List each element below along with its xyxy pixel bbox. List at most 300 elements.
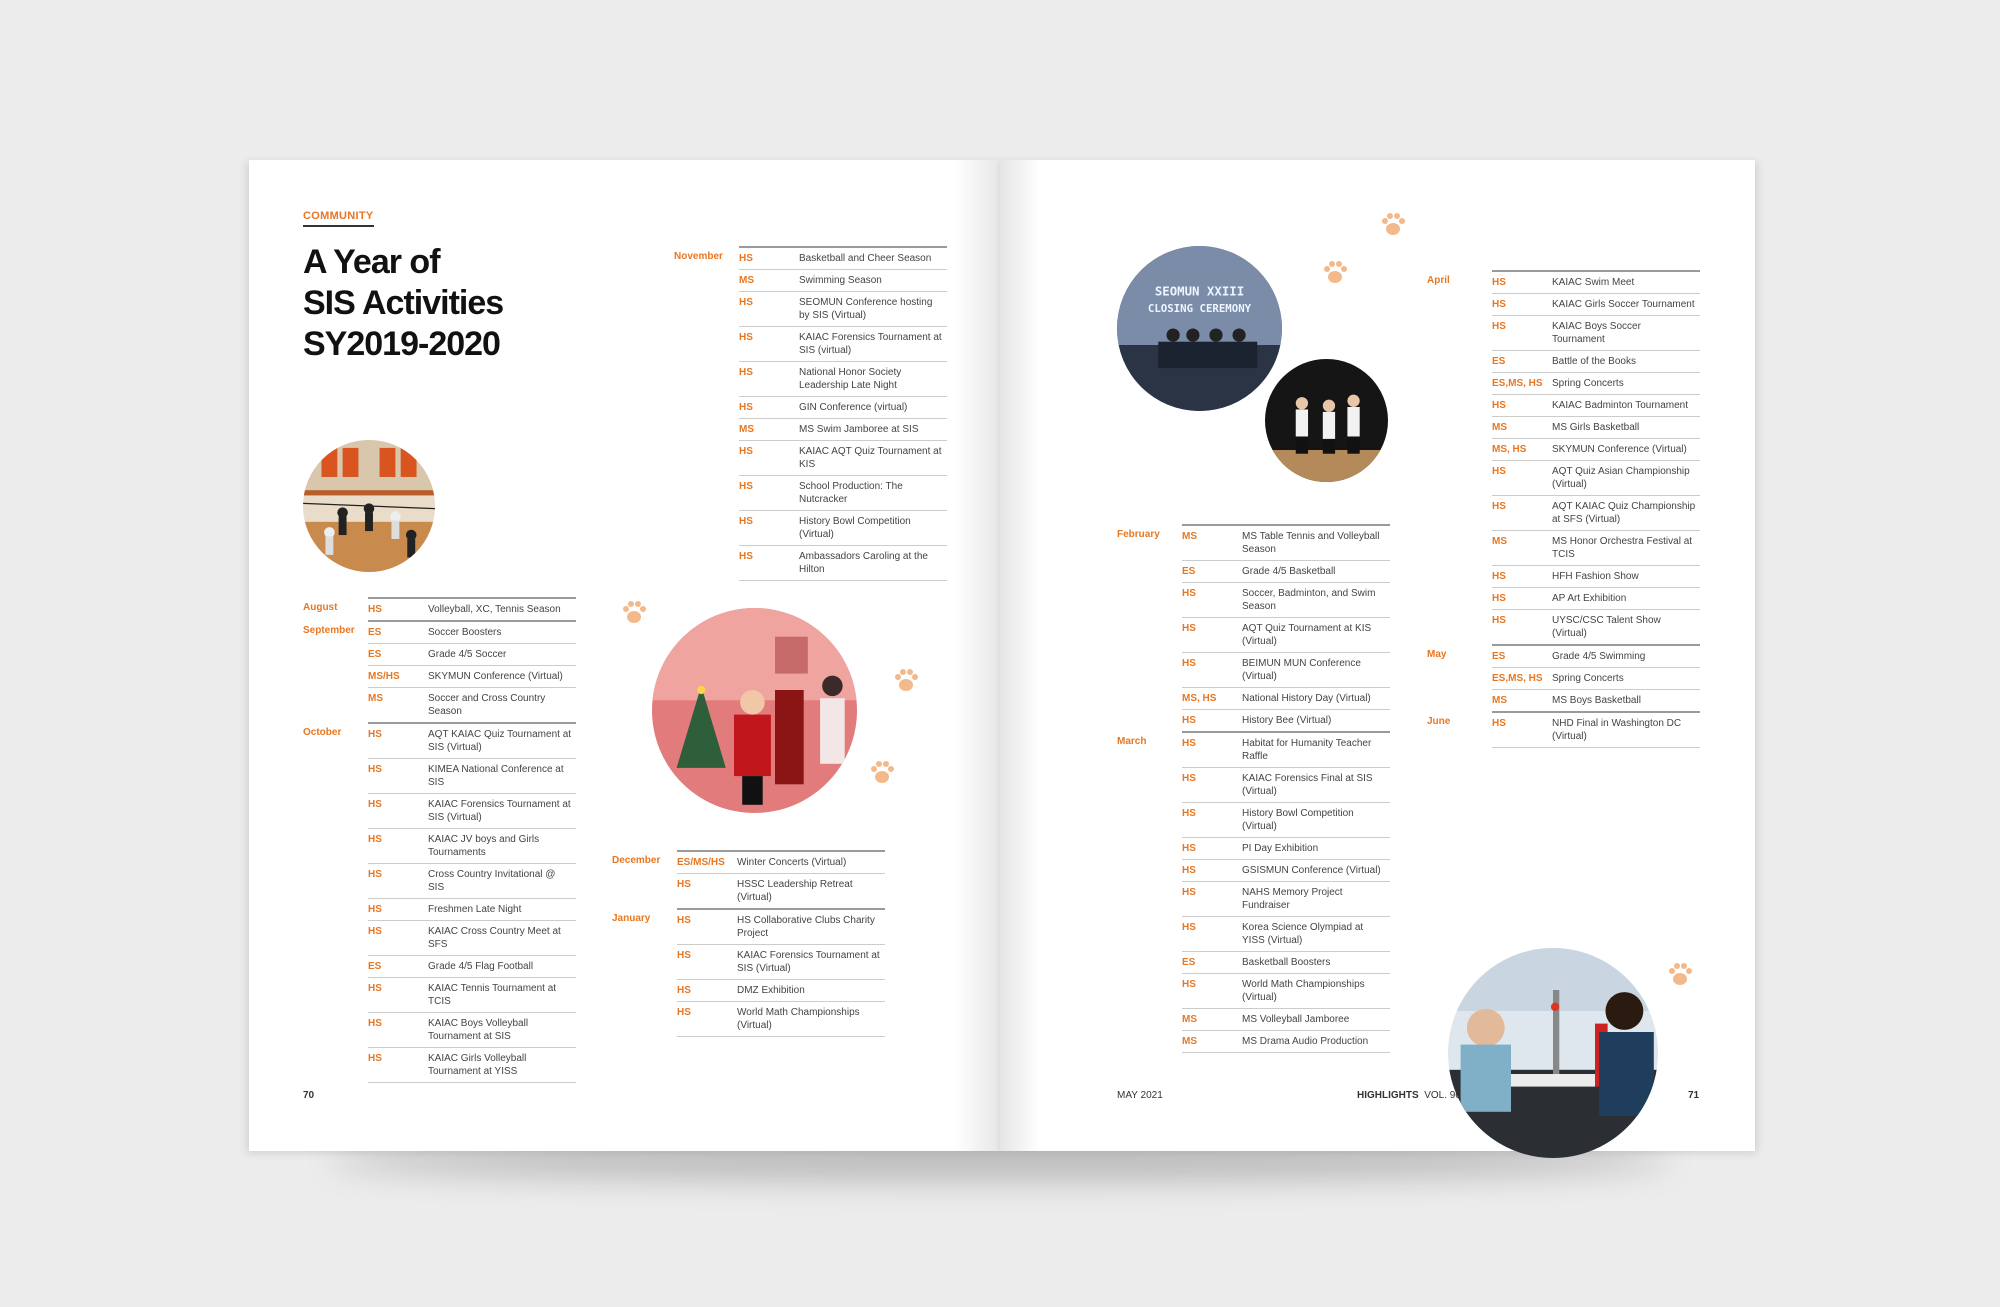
division-label: HS — [1182, 588, 1196, 599]
month-label — [674, 326, 739, 361]
table-row — [1117, 767, 1390, 802]
table-row — [303, 620, 576, 643]
event-name: KAIAC Boys Soccer Tournament — [1552, 321, 1641, 345]
division-label: HS — [677, 950, 691, 961]
table-row — [674, 269, 947, 291]
month-label — [1427, 495, 1492, 530]
division-label: HS — [368, 904, 382, 915]
month-label — [1427, 689, 1492, 711]
page-title: A Year of SIS Activities SY2019-2020 — [303, 243, 504, 363]
division-label: HS — [739, 253, 753, 264]
division-label: ES — [368, 649, 382, 660]
event-name: Soccer, Badminton, and Swim Season — [1242, 588, 1376, 612]
event-name: AQT Quiz Tournament at KIS (Virtual) — [1242, 623, 1372, 647]
page-number: 71 — [1688, 1090, 1700, 1101]
right-page — [1000, 160, 1755, 1151]
month-label — [1427, 293, 1492, 315]
month-label — [1117, 617, 1182, 652]
table-row — [1427, 372, 1700, 394]
month-label — [674, 269, 739, 291]
event-name: AP Art Exhibition — [1552, 593, 1627, 604]
division-label: MS — [739, 424, 754, 435]
table-row — [612, 979, 885, 1001]
table-row — [612, 944, 885, 979]
paw-icon — [891, 666, 921, 701]
event-name: MS Girls Basketball — [1552, 422, 1640, 433]
table-row — [612, 873, 885, 908]
division-label: HS — [368, 604, 382, 615]
month-label — [1117, 582, 1182, 617]
event-name: AQT Quiz Asian Championship (Virtual) — [1552, 466, 1690, 490]
event-name: Ambassadors Caroling at the Hilton — [799, 551, 928, 575]
month-label — [303, 828, 368, 863]
paw-icon — [619, 598, 649, 633]
event-name: Battle of the Books — [1552, 356, 1636, 367]
event-name: KAIAC Cross Country Meet at SFS — [428, 926, 561, 950]
month-label — [612, 1001, 677, 1037]
table-row — [303, 955, 576, 977]
table-row — [303, 828, 576, 863]
table-row — [674, 246, 947, 269]
event-name: GIN Conference (virtual) — [799, 402, 908, 413]
table-row — [1427, 667, 1700, 689]
table-row — [303, 977, 576, 1012]
event-name: History Bee (Virtual) — [1242, 715, 1332, 726]
table-row — [1117, 731, 1390, 767]
event-name: Basketball Boosters — [1242, 957, 1331, 968]
table-row — [1427, 350, 1700, 372]
event-name: DMZ Exhibition — [737, 985, 805, 996]
magazine-name: HIGHLIGHTS VOL. 90 — [1357, 1090, 1461, 1101]
month-label: June — [1427, 716, 1451, 727]
division-label: HS — [739, 481, 753, 492]
table-row — [674, 291, 947, 326]
division-label: MS — [1492, 422, 1507, 433]
event-name: KAIAC AQT Quiz Tournament at KIS — [799, 446, 942, 470]
table-row — [303, 920, 576, 955]
table-row — [1427, 565, 1700, 587]
event-name: KAIAC Forensics Tournament at SIS (Virtual) — [737, 950, 880, 974]
month-label — [674, 418, 739, 440]
event-name: Winter Concerts (Virtual) — [737, 857, 847, 868]
event-name: Soccer Boosters — [428, 627, 502, 638]
event-name: KAIAC JV boys and Girls Tournaments — [428, 834, 540, 858]
division-label: HS — [1182, 658, 1196, 669]
table-row — [1427, 644, 1700, 667]
table-row — [303, 898, 576, 920]
table-row — [303, 597, 576, 620]
month-label — [674, 361, 739, 396]
division-label: HS — [677, 1007, 691, 1018]
division-label: HS — [1182, 808, 1196, 819]
division-label: HS — [739, 402, 753, 413]
division-label: HS — [368, 1018, 382, 1029]
table-row — [1117, 837, 1390, 859]
event-name: Basketball and Cheer Season — [799, 253, 932, 264]
division-label: HS — [739, 516, 753, 527]
division-label: HS — [1492, 615, 1506, 626]
division-label: HS — [739, 332, 753, 343]
month-label — [1427, 394, 1492, 416]
division-label: HS — [1492, 299, 1506, 310]
event-name: KAIAC Forensics Final at SIS (Virtual) — [1242, 773, 1373, 797]
division-label: ES — [1182, 957, 1196, 968]
event-name: UYSC/CSC Talent Show (Virtual) — [1552, 615, 1661, 639]
division-label: HS — [739, 551, 753, 562]
division-label: HS — [1492, 593, 1506, 604]
month-label — [1117, 802, 1182, 837]
schedule-table — [303, 597, 576, 1083]
division-label: HS — [1492, 400, 1506, 411]
event-name: Grade 4/5 Soccer — [428, 649, 507, 660]
division-label: MS/HS — [368, 671, 400, 682]
table-row — [1427, 416, 1700, 438]
month-label — [1117, 837, 1182, 859]
month-label — [1117, 767, 1182, 802]
event-name: KAIAC Boys Volleyball Tournament at SIS — [428, 1018, 529, 1042]
table-row — [303, 793, 576, 828]
event-name: KAIAC Forensics Tournament at SIS (Virtual) — [428, 799, 571, 823]
month-label — [1427, 315, 1492, 350]
schedule-table — [674, 246, 947, 581]
division-label: MS — [1182, 1036, 1197, 1047]
division-label: HS — [1492, 571, 1506, 582]
month-label — [1117, 1030, 1182, 1053]
month-label — [303, 955, 368, 977]
table-row — [1427, 711, 1700, 748]
division-label: ES — [1182, 566, 1196, 577]
month-label — [1427, 460, 1492, 495]
division-label: HS — [677, 879, 691, 890]
division-label: ES — [1492, 356, 1506, 367]
event-name: History Bowl Competition (Virtual) — [799, 516, 911, 540]
month-label — [303, 863, 368, 898]
month-label — [674, 475, 739, 510]
table-row — [1427, 460, 1700, 495]
division-label: MS — [1182, 1014, 1197, 1025]
month-label — [303, 898, 368, 920]
month-label — [303, 758, 368, 793]
month-label: January — [612, 913, 651, 924]
table-row — [1427, 438, 1700, 460]
month-label — [1427, 530, 1492, 565]
table-row — [1117, 524, 1390, 560]
division-label: HS — [677, 915, 691, 926]
event-name: KAIAC Swim Meet — [1552, 277, 1635, 288]
division-label: HS — [368, 1053, 382, 1064]
month-label — [1427, 438, 1492, 460]
table-row — [1117, 973, 1390, 1008]
nutcracker-photo — [652, 608, 857, 813]
event-name: HFH Fashion Show — [1552, 571, 1639, 582]
table-row — [674, 510, 947, 545]
event-name: KIMEA National Conference at SIS — [428, 764, 564, 788]
gutter-shadow — [954, 160, 1004, 1151]
event-name: KAIAC Forensics Tournament at SIS (virtual) — [799, 332, 942, 356]
page-number: 70 — [303, 1090, 315, 1101]
event-name: MS Swim Jamboree at SIS — [799, 424, 919, 435]
division-label: ES/MS/HS — [677, 857, 725, 868]
division-label: MS, HS — [1492, 444, 1527, 455]
seomun-ceremony-photo — [1117, 246, 1282, 411]
division-label: HS — [1492, 718, 1506, 729]
month-label — [1117, 951, 1182, 973]
paw-icon — [1320, 258, 1350, 293]
table-row — [1427, 315, 1700, 350]
division-label: MS — [739, 275, 754, 286]
division-label: HS — [739, 367, 753, 378]
event-name: MS Honor Orchestra Festival at TCIS — [1552, 536, 1693, 560]
table-row — [1117, 881, 1390, 916]
volleyball-photo — [303, 440, 435, 572]
table-row — [303, 643, 576, 665]
division-label: HS — [368, 926, 382, 937]
table-row — [674, 326, 947, 361]
division-label: HS — [1182, 865, 1196, 876]
division-label: HS — [1182, 623, 1196, 634]
division-label: ES,MS, HS — [1492, 673, 1543, 684]
event-name: PI Day Exhibition — [1242, 843, 1319, 854]
table-row — [674, 418, 947, 440]
event-name: KAIAC Tennis Tournament at TCIS — [428, 983, 557, 1007]
month-label — [1117, 652, 1182, 687]
division-label: MS — [1492, 536, 1507, 547]
month-label: February — [1117, 529, 1160, 540]
division-label: HS — [1182, 773, 1196, 784]
left-page — [249, 160, 1004, 1151]
table-row — [1117, 582, 1390, 617]
table-row — [612, 908, 885, 944]
event-name: Grade 4/5 Flag Football — [428, 961, 534, 972]
month-label — [1117, 1008, 1182, 1030]
table-row — [612, 1001, 885, 1037]
event-name: KAIAC Girls Soccer Tournament — [1552, 299, 1695, 310]
photo-caption: CLOSING CEREMONY — [1147, 302, 1252, 315]
event-name: World Math Championships (Virtual) — [1242, 979, 1365, 1003]
science-lab-photo — [1448, 948, 1658, 1158]
table-row — [1427, 394, 1700, 416]
month-label: November — [674, 251, 723, 262]
event-name: National History Day (Virtual) — [1242, 693, 1371, 704]
event-name: AQT KAIAC Quiz Tournament at SIS (Virtual) — [428, 729, 572, 753]
division-label: MS — [1492, 695, 1507, 706]
month-label: April — [1427, 275, 1450, 286]
table-row — [1117, 652, 1390, 687]
table-row — [1117, 709, 1390, 731]
event-name: NHD Final in Washington DC (Virtual) — [1552, 718, 1682, 742]
event-name: BEIMUN MUN Conference (Virtual) — [1242, 658, 1361, 682]
table-row — [1427, 270, 1700, 293]
paw-icon — [1665, 960, 1695, 995]
table-row — [674, 475, 947, 510]
month-label — [612, 944, 677, 979]
division-label: MS, HS — [1182, 693, 1217, 704]
month-label: December — [612, 855, 661, 866]
gutter-shadow — [1000, 160, 1040, 1151]
event-name: SKYMUN Conference (Virtual) — [428, 671, 563, 682]
month-label — [1427, 565, 1492, 587]
table-row — [1117, 617, 1390, 652]
event-name: Korea Science Olympiad at YISS (Virtual) — [1242, 922, 1364, 946]
month-label — [1117, 709, 1182, 731]
event-name: World Math Championships (Virtual) — [737, 1007, 860, 1031]
table-row — [674, 396, 947, 418]
division-label: HS — [368, 869, 382, 880]
event-name: MS Drama Audio Production — [1242, 1036, 1369, 1047]
table-row — [1427, 587, 1700, 609]
photo-caption: SEOMUN XXIII — [1154, 284, 1245, 299]
table-row — [1117, 1008, 1390, 1030]
table-row — [1117, 687, 1390, 709]
month-label — [303, 1047, 368, 1083]
table-row — [303, 863, 576, 898]
event-name: Habitat for Humanity Teacher Raffle — [1242, 738, 1372, 762]
paw-icon — [867, 758, 897, 793]
month-label — [674, 440, 739, 475]
month-label — [674, 396, 739, 418]
division-label: ES — [368, 627, 382, 638]
month-label: March — [1117, 736, 1147, 747]
schedule-table — [1117, 524, 1390, 1053]
table-row — [1427, 293, 1700, 315]
division-label: HS — [677, 985, 691, 996]
division-label: HS — [739, 446, 753, 457]
month-label — [1117, 973, 1182, 1008]
table-row — [1117, 1030, 1390, 1053]
section-label: COMMUNITY — [303, 210, 374, 227]
month-label: May — [1427, 649, 1447, 660]
schedule-table — [612, 850, 885, 1037]
event-name: HSSC Leadership Retreat (Virtual) — [737, 879, 853, 903]
division-label: HS — [368, 764, 382, 775]
division-label: HS — [1492, 277, 1506, 288]
division-label: HS — [368, 799, 382, 810]
division-label: HS — [368, 834, 382, 845]
division-label: HS — [368, 729, 382, 740]
schedule-table — [1427, 270, 1700, 748]
month-label — [1427, 372, 1492, 394]
table-row — [1117, 916, 1390, 951]
division-label: HS — [1182, 887, 1196, 898]
division-label: HS — [739, 297, 753, 308]
issue-date: MAY 2021 — [1117, 1090, 1163, 1101]
month-label — [303, 687, 368, 722]
table-row — [1117, 560, 1390, 582]
division-label: HS — [1492, 321, 1506, 332]
month-label — [1117, 560, 1182, 582]
event-name: Grade 4/5 Basketball — [1242, 566, 1336, 577]
month-label — [303, 793, 368, 828]
month-label — [1427, 587, 1492, 609]
month-label — [674, 510, 739, 545]
table-row — [1427, 689, 1700, 711]
month-label — [1427, 416, 1492, 438]
event-name: MS Table Tennis and Volleyball Season — [1242, 531, 1380, 555]
division-label: HS — [1182, 922, 1196, 933]
table-row — [303, 687, 576, 722]
division-label: ES — [368, 961, 382, 972]
event-name: NAHS Memory Project Fundraiser — [1242, 887, 1343, 911]
table-row — [303, 1012, 576, 1047]
month-label — [1117, 881, 1182, 916]
division-label: HS — [1182, 843, 1196, 854]
month-label — [612, 979, 677, 1001]
event-name: Spring Concerts — [1552, 378, 1624, 389]
event-name: School Production: The Nutcracker — [799, 481, 903, 505]
table-row — [1427, 530, 1700, 565]
table-row — [674, 545, 947, 581]
table-row — [1427, 495, 1700, 530]
event-name: KAIAC Badminton Tournament — [1552, 400, 1689, 411]
paw-icon — [1378, 210, 1408, 245]
month-label: August — [303, 602, 338, 613]
event-name: SKYMUN Conference (Virtual) — [1552, 444, 1687, 455]
month-label — [674, 545, 739, 581]
month-label — [303, 643, 368, 665]
table-row — [1117, 802, 1390, 837]
event-name: History Bowl Competition (Virtual) — [1242, 808, 1354, 832]
month-label — [1117, 916, 1182, 951]
table-row — [674, 361, 947, 396]
division-label: HS — [1492, 466, 1506, 477]
event-name: Cross Country Invitational @ SIS — [428, 869, 556, 893]
table-row — [1427, 609, 1700, 644]
month-label — [612, 873, 677, 908]
month-label: October — [303, 727, 342, 738]
division-label: MS — [368, 693, 383, 704]
month-label — [1427, 609, 1492, 644]
table-row — [612, 850, 885, 873]
event-name: Grade 4/5 Swimming — [1552, 651, 1646, 662]
event-name: KAIAC Girls Volleyball Tournament at YISS — [428, 1053, 527, 1077]
month-label — [303, 1012, 368, 1047]
event-name: GSISMUN Conference (Virtual) — [1242, 865, 1381, 876]
month-label: September — [303, 625, 355, 636]
violin-performance-photo — [1262, 356, 1391, 485]
table-row — [303, 1047, 576, 1083]
event-name: MS Volleyball Jamboree — [1242, 1014, 1350, 1025]
month-label — [1427, 350, 1492, 372]
table-row — [303, 665, 576, 687]
division-label: HS — [1492, 501, 1506, 512]
month-label — [1427, 667, 1492, 689]
event-name: Freshmen Late Night — [428, 904, 522, 915]
division-label: ES,MS, HS — [1492, 378, 1543, 389]
month-label — [303, 665, 368, 687]
event-name: HS Collaborative Clubs Charity Project — [737, 915, 875, 939]
table-row — [674, 440, 947, 475]
event-name: Soccer and Cross Country Season — [428, 693, 546, 717]
month-label — [303, 977, 368, 1012]
division-label: HS — [1182, 715, 1196, 726]
division-label: HS — [1182, 979, 1196, 990]
event-name: National Honor Society Leadership Late Night — [799, 367, 902, 391]
table-row — [303, 758, 576, 793]
division-label: MS — [1182, 531, 1197, 542]
division-label: ES — [1492, 651, 1506, 662]
event-name: Swimming Season — [799, 275, 882, 286]
event-name: SEOMUN Conference hosting by SIS (Virtual) — [799, 297, 933, 321]
event-name: AQT KAIAC Quiz Championship at SFS (Virtual) — [1552, 501, 1696, 525]
table-row — [1117, 951, 1390, 973]
division-label: HS — [368, 983, 382, 994]
division-label: HS — [1182, 738, 1196, 749]
month-label — [1117, 859, 1182, 881]
month-label — [674, 291, 739, 326]
event-name: Spring Concerts — [1552, 673, 1624, 684]
event-name: MS Boys Basketball — [1552, 695, 1641, 706]
month-label — [303, 920, 368, 955]
